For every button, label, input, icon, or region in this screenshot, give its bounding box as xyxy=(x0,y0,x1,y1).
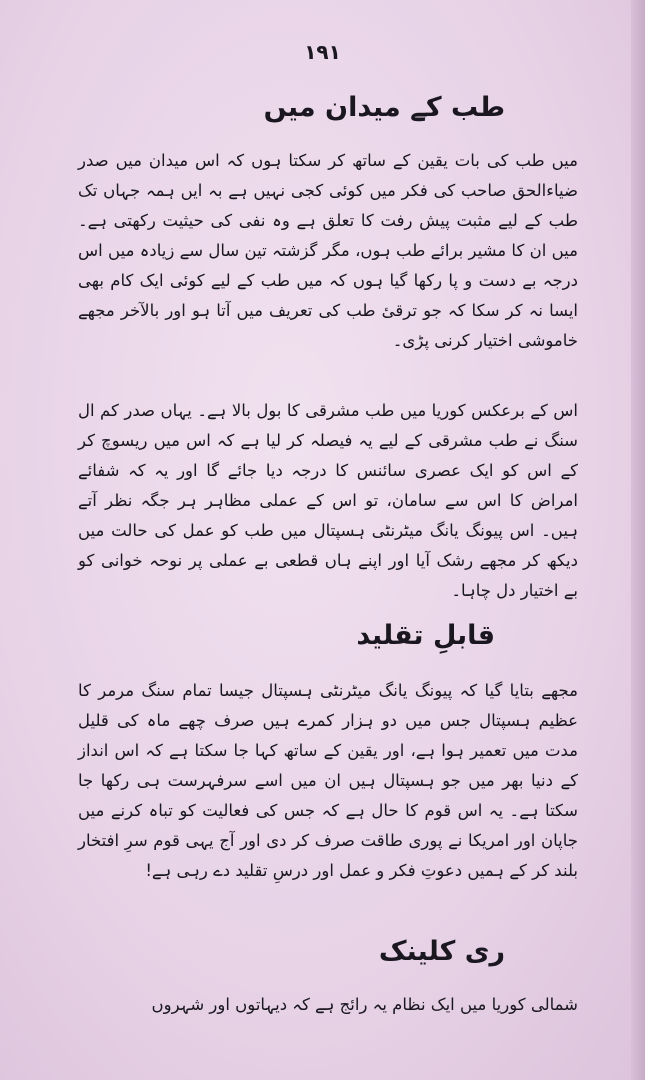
section-heading-medicine: طب کے میدان میں xyxy=(263,92,505,123)
paragraph-3 xyxy=(78,676,578,926)
paragraph-1-text: میں طب کی بات یقین کے ساتھ کر سکتا ہوں کہ اس میدان میں صدر ضیاءالحق صاحب کی فکر میں کوئی کجی نہیں ہے بہ ایں ہمہ جہاں تک طب کے لیے مثبت پیش رفت کا تعلق ہے وہ نفی کی حیثیت رکھتی ہے۔ میں ان کا مشیر برائے طب ہوں، مگر گزشتہ تین سال سے زیادہ میں اس درجہ بے دست و پا رکھا گیا ہوں کہ میں طب کے لیے کوئی ایک کام بھی ایسا نہ کر سکا کہ جو ترقیٔ طب کی تعریف میں آتا ہو اور بالآخر مجھے خاموشی اختیار کرنی پڑی۔ xyxy=(78,151,578,350)
paragraph-4-text: شمالی کوریا میں ایک نظام یہ رائج ہے کہ دیہاتوں اور شہروں xyxy=(151,995,578,1014)
page-number: ۱۹۱ xyxy=(304,40,341,64)
paragraph-3-text: مجھے بتایا گیا کہ پیونگ یانگ میٹرنٹی ہسپتال جیسا تمام سنگ مرمر کا عظیم ہسپتال جس میں دو ہزار کمرے ہیں صرف چھے ماہ کی قلیل مدت میں تعمیر ہوا ہے، اور یقین کے ساتھ کہا جا سکتا ہے کہ اس انداز کے دنیا بھر میں جو ہسپتال ہیں ان میں اسے سرفہرست ہی رکھا جا سکتا ہے۔ یہ اس قوم کا حال ہے کہ جس کی فعالیت کو تباہ کرنے میں جاپان اور امریکا نے پوری طاقت صرف کر دی اور آج یہی قوم سرِ افتخار بلند کر کے ہمیں دعوتِ فکر و عمل اور درسِ تقلید دے رہی ہے! xyxy=(78,681,578,880)
section-heading-clinic: ری کلینک xyxy=(378,936,505,967)
paragraph-2 xyxy=(78,396,578,606)
paragraph-4 xyxy=(78,990,578,1050)
page-edge xyxy=(631,0,645,1080)
paragraph-2-text: اس کے برعکس کوریا میں طب مشرقی کا بول بالا ہے۔ یہاں صدر کم ال سنگ نے طب مشرقی کے لیے یہ فیصلہ کر لیا ہے کہ اس میں ریسوچ کر کے اس کو ایک عصری سائنس کا درجہ دیا جائے گا اور یہ کہ شفائے امراض کا اس سے سامان، تو اس کے عملی مظاہر ہر جگہ نظر آتے ہیں۔ اس پیونگ یانگ میٹرنٹی ہسپتال میں طب کو عمل کی حالت میں دیکھ کر مجھے رشک آیا اور اپنے ہاں قطعی بے عملی پر نوحہ خوانی کو بے اختیار دل چاہا۔ xyxy=(78,401,578,600)
paragraph-1 xyxy=(78,146,578,386)
section-heading-worthy-of-emulation: قابلِ تقلید xyxy=(356,620,495,651)
